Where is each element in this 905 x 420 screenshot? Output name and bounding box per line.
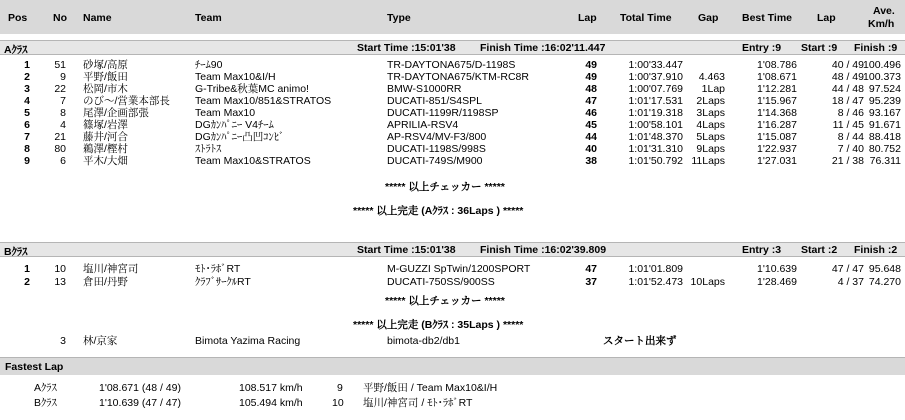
cell-best-lap: 11 / 45 xyxy=(832,119,864,131)
cell-speed: 95.239 xyxy=(868,95,901,107)
cell-team: Bimota Yazima Racing xyxy=(195,335,301,347)
cell-pos: 6 xyxy=(24,119,30,131)
cell-lap: 47 xyxy=(585,95,597,107)
cell-total-time: 1:01'01.809 xyxy=(628,263,683,275)
class-a-complete-note: ***** 以上完走 (Aｸﾗｽ : 36Laps ) ***** xyxy=(353,205,524,217)
cell-pos: 1 xyxy=(24,263,30,275)
cell-lap: 47 xyxy=(585,263,597,275)
fl-speed: 105.494 km/h xyxy=(239,397,303,409)
cell-lap: 48 xyxy=(585,83,597,95)
header-no: No xyxy=(53,12,67,24)
cell-total-time: 1:00'37.910 xyxy=(628,71,683,83)
cell-gap: 5Laps xyxy=(696,131,725,143)
header-lap: Lap xyxy=(578,12,597,24)
cell-team: Team Max10&STRATOS xyxy=(195,155,311,167)
fl-rider-team: 塩川/神宮司 / ﾓﾄ･ﾗﾎﾞRT xyxy=(363,397,473,409)
cell-pos: 8 xyxy=(24,143,30,155)
cell-type: bimota-db2/db1 xyxy=(387,335,460,347)
table-row xyxy=(0,83,905,95)
table-row xyxy=(0,59,905,71)
cell-pos: 7 xyxy=(24,131,30,143)
cell-no: 10 xyxy=(54,263,66,275)
cell-name: 平木/大畑 xyxy=(83,155,128,167)
cell-best-lap: 48 / 49 xyxy=(831,71,864,83)
cell-best-lap: 4 / 37 xyxy=(837,276,864,288)
dns-row xyxy=(0,335,905,347)
cell-total-time: 1:01'50.792 xyxy=(628,155,683,167)
cell-speed: 100.496 xyxy=(863,59,901,71)
cell-speed: 93.167 xyxy=(868,107,901,119)
cell-speed: 97.524 xyxy=(868,83,901,95)
cell-team: DGｶﾝﾊﾟﾆｰ V4ﾁｰﾑ xyxy=(195,119,274,131)
cell-lap: 38 xyxy=(585,155,597,167)
cell-name: 砂塚/高原 xyxy=(83,59,128,71)
cell-best-time: 1'10.639 xyxy=(757,263,797,275)
class-b-start-time: Start Time :15:01'38 xyxy=(357,244,456,256)
cell-best-time: 1'28.469 xyxy=(757,276,797,288)
fastest-lap-row xyxy=(0,382,905,395)
cell-no: 22 xyxy=(54,83,66,95)
cell-gap: 10Laps xyxy=(690,276,725,288)
cell-pos: 4 xyxy=(24,95,30,107)
cell-best-lap: 44 / 48 xyxy=(831,83,864,95)
cell-type: DUCATI-749S/M900 xyxy=(387,155,483,167)
table-row xyxy=(0,107,905,119)
fl-no: 10 xyxy=(332,397,344,409)
cell-no: 9 xyxy=(60,71,66,83)
class-b-start: Start :2 xyxy=(801,244,838,256)
cell-lap: 37 xyxy=(585,276,597,288)
cell-no: 80 xyxy=(54,143,66,155)
cell-type: DUCATI-1199R/1198SP xyxy=(387,107,499,119)
cell-pos: 9 xyxy=(24,155,30,167)
cell-lap: 49 xyxy=(585,71,597,83)
cell-total-time: 1:00'33.447 xyxy=(628,59,683,71)
cell-best-lap: 40 / 49 xyxy=(831,59,864,71)
cell-type: APRILIA-RSV4 xyxy=(387,119,459,131)
cell-best-time: 1'15.967 xyxy=(757,95,797,107)
cell-team: ｽﾄﾗﾄｽ xyxy=(195,143,222,155)
cell-type: AP-RSV4/MV-F3/800 xyxy=(387,131,487,143)
header-best-lap: Lap xyxy=(817,12,836,24)
cell-lap: 46 xyxy=(585,107,597,119)
cell-speed: 76.311 xyxy=(869,155,901,167)
cell-best-lap: 21 / 38 xyxy=(831,155,864,167)
cell-no: 8 xyxy=(60,107,66,119)
fastest-lap-header xyxy=(0,357,905,375)
cell-total-time: 1:00'58.101 xyxy=(628,119,683,131)
table-row xyxy=(0,119,905,131)
class-a-finish: Finish :9 xyxy=(854,42,898,54)
cell-name: 平野/飯田 xyxy=(83,71,128,83)
cell-pos: 2 xyxy=(24,276,30,288)
class-a-entry: Entry :9 xyxy=(742,42,782,54)
fl-no: 9 xyxy=(337,382,343,394)
fl-class: Aｸﾗｽ xyxy=(34,382,57,394)
cell-name: 篠塚/岩澤 xyxy=(83,119,128,131)
cell-lap: 40 xyxy=(585,143,597,155)
cell-gap: 4Laps xyxy=(696,119,725,131)
table-row xyxy=(0,143,905,155)
cell-no: 13 xyxy=(54,276,66,288)
cell-gap: 1Lap xyxy=(701,83,725,95)
cell-no: 3 xyxy=(60,335,66,347)
class-a-checker-note: ***** 以上チェッカー ***** xyxy=(385,181,505,193)
class-a-start: Start :9 xyxy=(801,42,838,54)
header-ave: Ave. xyxy=(873,5,895,17)
cell-total-time: 1:01'17.531 xyxy=(628,95,683,107)
header-best-time: Best Time xyxy=(742,12,792,24)
cell-type: M-GUZZI SpTwin/1200SPORT xyxy=(387,263,531,275)
cell-no: 51 xyxy=(54,59,66,71)
cell-speed: 74.270 xyxy=(868,276,901,288)
cell-name: 塩川/神宮司 xyxy=(83,263,139,275)
cell-gap: 2Laps xyxy=(696,95,725,107)
cell-best-time: 1'08.786 xyxy=(757,59,797,71)
cell-name: 尾澤/企画部張 xyxy=(83,107,149,119)
cell-best-lap: 47 / 47 xyxy=(831,263,864,275)
cell-no: 21 xyxy=(54,131,66,143)
cell-name: 鵜澤/樫村 xyxy=(83,143,128,155)
cell-speed: 100.373 xyxy=(863,71,901,83)
cell-type: DUCATI-1198S/998S xyxy=(387,143,486,155)
cell-best-lap: 7 / 40 xyxy=(837,143,864,155)
fl-time: 1'10.639 (47 / 47) xyxy=(99,397,181,409)
cell-best-time: 1'27.031 xyxy=(757,155,797,167)
table-row xyxy=(0,276,905,288)
cell-gap: 3Laps xyxy=(696,107,725,119)
header-pos: Pos xyxy=(8,12,28,24)
cell-gap: 11Laps xyxy=(691,155,725,167)
table-row xyxy=(0,71,905,83)
cell-lap: 45 xyxy=(585,119,597,131)
cell-best-time: 1'16.287 xyxy=(757,119,797,131)
cell-total-time: 1:01'31.310 xyxy=(628,143,683,155)
cell-best-time: 1'08.671 xyxy=(757,71,797,83)
cell-best-lap: 8 / 46 xyxy=(837,107,864,119)
cell-speed: 80.752 xyxy=(868,143,901,155)
fastest-lap-row xyxy=(0,397,905,410)
cell-team: ﾁｰﾑ90 xyxy=(195,59,223,71)
cell-gap: 9Laps xyxy=(696,143,725,155)
cell-team: ﾓﾄ･ﾗﾎﾞRT xyxy=(195,263,241,275)
class-b-checker-note: ***** 以上チェッカー ***** xyxy=(385,295,505,307)
cell-lap: 49 xyxy=(585,59,597,71)
fl-rider-team: 平野/飯田 / Team Max10&I/H xyxy=(363,382,498,394)
header-kmh: Km/h xyxy=(868,18,895,30)
class-a-label: Aｸﾗｽ xyxy=(4,44,28,56)
cell-total-time: 1:01'19.318 xyxy=(628,107,683,119)
cell-speed: 88.418 xyxy=(868,131,901,143)
class-b-complete-note: ***** 以上完走 (Bｸﾗｽ : 35Laps ) ***** xyxy=(353,319,524,331)
fastest-lap-title: Fastest Lap xyxy=(5,361,64,373)
header-gap: Gap xyxy=(698,12,719,24)
cell-pos: 3 xyxy=(24,83,30,95)
cell-total-time: 1:01'48.370 xyxy=(628,131,683,143)
cell-total-time: 1:01'52.473 xyxy=(628,276,683,288)
table-row xyxy=(0,155,905,167)
cell-name: のび～/営業本部長 xyxy=(83,95,170,107)
cell-no: 6 xyxy=(60,155,66,167)
cell-best-time: 1'12.281 xyxy=(757,83,797,95)
header-team: Team xyxy=(195,12,222,24)
class-b-label: Bｸﾗｽ xyxy=(4,246,28,258)
cell-team: DGｶﾝﾊﾟﾆｰ凸凹ｺﾝﾋﾞ xyxy=(195,131,285,143)
class-b-finish-time: Finish Time :16:02'39.809 xyxy=(480,244,607,256)
header-total-time: Total Time xyxy=(620,12,672,24)
cell-team: G-Tribe&秋葉MC animo! xyxy=(195,83,309,95)
cell-type: TR-DAYTONA675/D-1198S xyxy=(387,59,516,71)
cell-gap: 4.463 xyxy=(698,71,725,83)
fl-class: Bｸﾗｽ xyxy=(34,397,57,409)
cell-speed: 95.648 xyxy=(868,263,901,275)
cell-name: 林/京家 xyxy=(83,335,118,347)
cell-type: BMW-S1000RR xyxy=(387,83,462,95)
cell-name: 倉田/丹野 xyxy=(83,276,128,288)
cell-no: 7 xyxy=(60,95,66,107)
cell-best-time: 1'14.368 xyxy=(757,107,797,119)
cell-team: Team Max10/851&STRATOS xyxy=(195,95,332,107)
class-a-finish-time: Finish Time :16:02'11.447 xyxy=(480,42,606,54)
table-row xyxy=(0,95,905,107)
table-row xyxy=(0,131,905,143)
cell-lap: 44 xyxy=(585,131,597,143)
cell-best-time: 1'15.087 xyxy=(757,131,797,143)
cell-speed: 91.671 xyxy=(868,119,901,131)
cell-best-lap: 8 / 44 xyxy=(837,131,864,143)
class-b-entry: Entry :3 xyxy=(742,244,782,256)
cell-name: 藤井/河合 xyxy=(83,131,128,143)
table-row xyxy=(0,263,905,275)
cell-pos: 2 xyxy=(24,71,30,83)
cell-name: 松岡/市木 xyxy=(83,83,128,95)
cell-type: TR-DAYTONA675/KTM-RC8R xyxy=(387,71,529,83)
cell-best-time: 1'22.937 xyxy=(757,143,797,155)
cell-pos: 5 xyxy=(24,107,30,119)
header-type: Type xyxy=(387,12,411,24)
class-b-bar xyxy=(0,242,905,257)
cell-team: Team Max10 xyxy=(195,107,256,119)
class-b-finish: Finish :2 xyxy=(854,244,898,256)
cell-type: DUCATI-851/S4SPL xyxy=(387,95,482,107)
cell-pos: 1 xyxy=(24,59,30,71)
cell-best-lap: 18 / 47 xyxy=(831,95,864,107)
cell-no: 4 xyxy=(60,119,66,131)
class-a-bar xyxy=(0,40,905,55)
header-name: Name xyxy=(83,12,112,24)
cell-team: Team Max10&I/H xyxy=(195,71,276,83)
cell-type: DUCATI-750SS/900SS xyxy=(387,276,495,288)
cell-total-time: 1:00'07.769 xyxy=(628,83,683,95)
cell-team: ｸﾗﾌﾞｻｰｸﾙRT xyxy=(195,276,251,288)
class-a-start-time: Start Time :15:01'38 xyxy=(357,42,456,54)
results-header xyxy=(0,0,905,34)
fl-speed: 108.517 km/h xyxy=(239,382,303,394)
fl-time: 1'08.671 (48 / 49) xyxy=(99,382,181,394)
dns-status: スタート出来ず xyxy=(603,335,677,347)
